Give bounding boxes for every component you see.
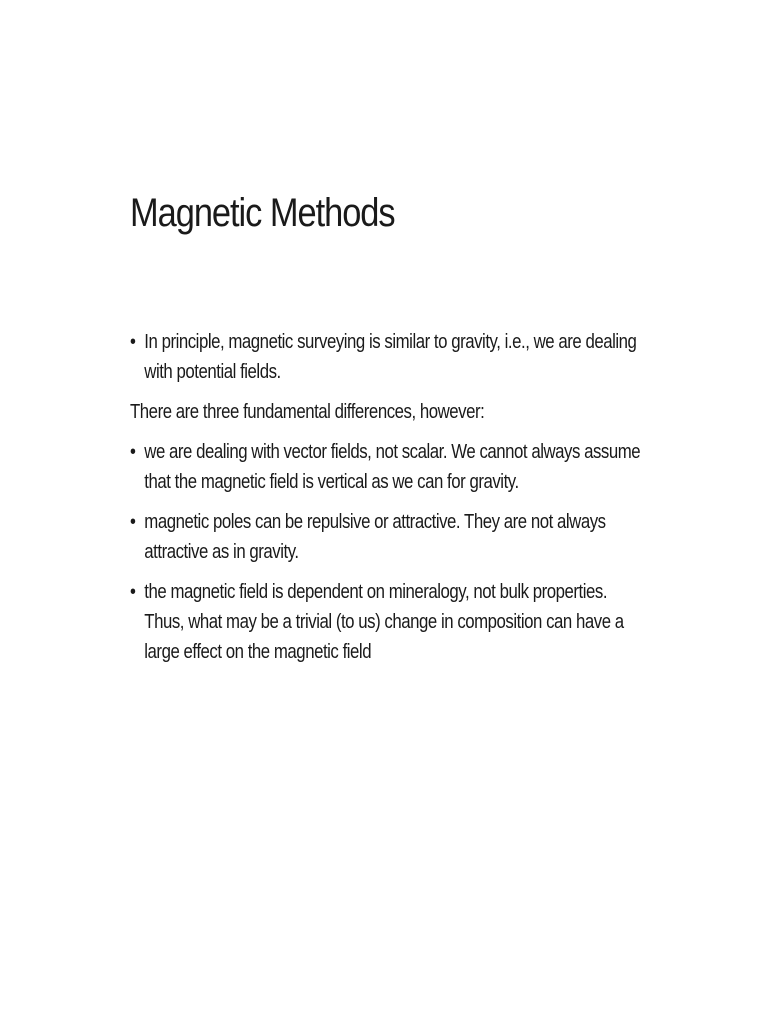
intro-differences-paragraph	[130, 397, 630, 427]
bullet-text: magnetic poles can be repulsive or attractive. They are not always attractive as in gravity.	[144, 511, 606, 563]
paragraph-text: There are three fundamental differences, however:	[130, 401, 485, 423]
bullet-text: In principle, magnetic surveying is similar to gravity, i.e., we are dealing with potential fields.	[144, 331, 637, 383]
bullet-text: we are dealing with vector fields, not scalar. We cannot always assume that the magnetic field is vertical as we can for gravity.	[144, 441, 641, 493]
bullet-text: the magnetic field is dependent on mineralogy, not bulk properties. Thus, what may be a trivial (to us) change in composition can have a large effect on the magnetic field	[144, 581, 624, 663]
slide-title: Magnetic Methods	[130, 191, 395, 235]
bullet-paragraph-mineralogy	[130, 577, 644, 667]
slide-body	[130, 327, 730, 677]
bullet-marker: •	[130, 581, 136, 603]
bullet-marker: •	[130, 441, 136, 463]
bullet-paragraph-potential-fields	[130, 327, 644, 387]
bullet-paragraph-vector-fields	[130, 437, 644, 497]
bullet-marker: •	[130, 331, 136, 353]
bullet-paragraph-magnetic-poles	[130, 507, 644, 567]
bullet-marker: •	[130, 511, 136, 533]
